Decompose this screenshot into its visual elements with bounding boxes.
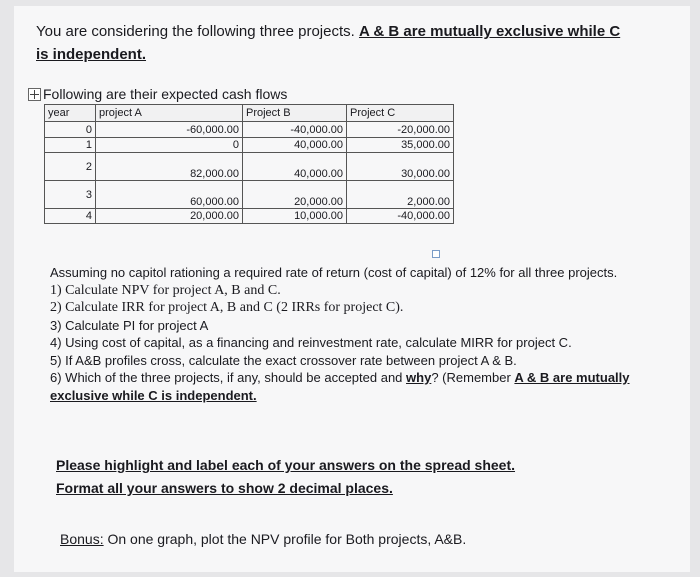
question-2: 2) Calculate IRR for project A, B and C (2 IRRs for project C). — [50, 300, 404, 315]
question-6-why: why — [406, 370, 432, 385]
project-c-cell: 35,000.00 — [347, 138, 454, 153]
assumption-text: Assuming no capitol rationing a required rate of return (cost of capital) of 12% for all three projects. — [50, 265, 618, 280]
instruction-line-1: Please highlight and label each of your answers on the spread sheet. — [56, 457, 516, 473]
question-6-mid: ? (Remember — [431, 370, 515, 385]
cash-flow-table — [44, 104, 454, 224]
year-cell: 4 — [45, 209, 96, 224]
question-6-lead: 6) Which of the three projects, if any, should be accepted and — [50, 370, 407, 385]
bonus-label: Bonus: — [60, 531, 104, 547]
project-a-cell: -60,000.00 — [96, 122, 243, 138]
header-project-c: Project C — [347, 105, 454, 122]
project-b-cell: 40,000.00 — [243, 138, 347, 153]
project-b-cell: 20,000.00 — [243, 181, 347, 209]
question-6-emphasis: A & B are mutually exclusive while C is independent. — [50, 370, 630, 403]
table-heading-text: Following are their expected cash flows — [43, 86, 288, 102]
year-cell: 3 — [45, 181, 96, 209]
intro-lead: You are considering the following three projects. — [36, 23, 355, 40]
question-5: 5) If A&B profiles cross, calculate the exact crossover rate between project A & B. — [50, 352, 517, 368]
table-row — [45, 138, 454, 153]
intro-paragraph — [36, 20, 636, 66]
worksheet-page — [14, 6, 690, 572]
instructions — [56, 454, 515, 500]
table-row — [45, 181, 454, 209]
intro-emphasis: A & B are mutually exclusive while C is independent. — [36, 23, 621, 63]
project-c-cell: 30,000.00 — [347, 153, 454, 181]
project-b-cell: 10,000.00 — [243, 209, 347, 224]
bonus-question — [60, 531, 466, 547]
header-project-b: Project B — [243, 105, 347, 122]
header-year: year — [45, 105, 96, 122]
year-cell: 0 — [45, 122, 96, 138]
project-a-cell: 60,000.00 — [96, 181, 243, 209]
header-project-a: project A — [96, 105, 243, 122]
question-6 — [50, 369, 640, 404]
table-heading — [28, 86, 287, 102]
project-b-cell: -40,000.00 — [243, 122, 347, 138]
table-row — [45, 153, 454, 181]
project-c-cell: -20,000.00 — [347, 122, 454, 138]
project-a-cell: 0 — [96, 138, 243, 153]
project-b-cell: 40,000.00 — [243, 153, 347, 181]
instruction-line-2: Format all your answers to show 2 decimal places. — [56, 480, 393, 496]
bonus-text: On one graph, plot the NPV profile for Both projects, A&B. — [103, 531, 467, 547]
table-header-row — [45, 105, 454, 122]
year-cell: 2 — [45, 153, 96, 181]
table-move-handle-icon[interactable] — [28, 88, 41, 101]
question-4: 4) Using cost of capital, as a financing and reinvestment rate, calculate MIRR for project C. — [50, 335, 572, 350]
table-resize-handle[interactable] — [432, 250, 440, 258]
project-a-cell: 82,000.00 — [96, 153, 243, 181]
project-c-cell: -40,000.00 — [347, 209, 454, 224]
question-3: 3) Calculate PI for project A — [50, 317, 209, 333]
question-1: 1) Calculate NPV for project A, B and C. — [50, 282, 281, 298]
questions-block — [50, 264, 640, 404]
year-cell: 1 — [45, 138, 96, 153]
table-row — [45, 122, 454, 138]
table-row — [45, 209, 454, 224]
project-c-cell: 2,000.00 — [347, 181, 454, 209]
project-a-cell: 20,000.00 — [96, 209, 243, 224]
